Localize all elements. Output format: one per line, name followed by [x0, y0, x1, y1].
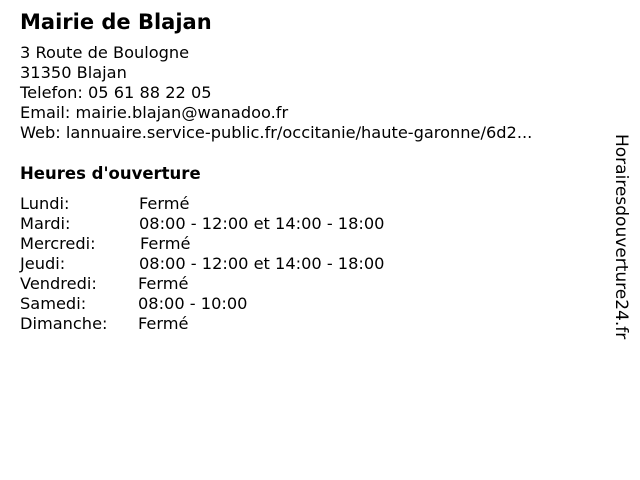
day-hours: 08:00 - 12:00 et 14:00 - 18:00	[139, 214, 385, 233]
phone-line[interactable]: Telefon: 05 61 88 22 05	[20, 83, 212, 102]
address-block	[20, 43, 532, 143]
day-label: Samedi:	[20, 294, 87, 313]
day-hours: Fermé	[139, 194, 190, 213]
day-label: Jeudi:	[20, 254, 66, 273]
day-hours: Fermé	[138, 314, 189, 333]
day-hours: Fermé	[138, 274, 189, 293]
day-label: Lundi:	[20, 194, 70, 213]
page-title: Mairie de Blajan	[20, 10, 212, 34]
address-city: 31350 Blajan	[20, 63, 127, 82]
day-hours: 08:00 - 12:00 et 14:00 - 18:00	[139, 254, 385, 273]
address-street: 3 Route de Boulogne	[20, 43, 190, 62]
day-label: Mardi:	[20, 214, 71, 233]
hours-heading: Heures d'ouverture	[20, 164, 201, 183]
day-label: Dimanche:	[20, 314, 108, 333]
email-line[interactable]: Email: mairie.blajan@wanadoo.fr	[20, 103, 289, 122]
web-link[interactable]: Web: lannuaire.service-public.fr/occitanie/haute-garonne/6d2...	[20, 123, 533, 142]
site-watermark: Horairesdouverture24.fr	[611, 134, 631, 340]
day-hours: 08:00 - 10:00	[138, 294, 248, 313]
day-label: Mercredi:	[20, 234, 96, 253]
day-hours: Fermé	[140, 234, 191, 253]
day-label: Vendredi:	[20, 274, 97, 293]
